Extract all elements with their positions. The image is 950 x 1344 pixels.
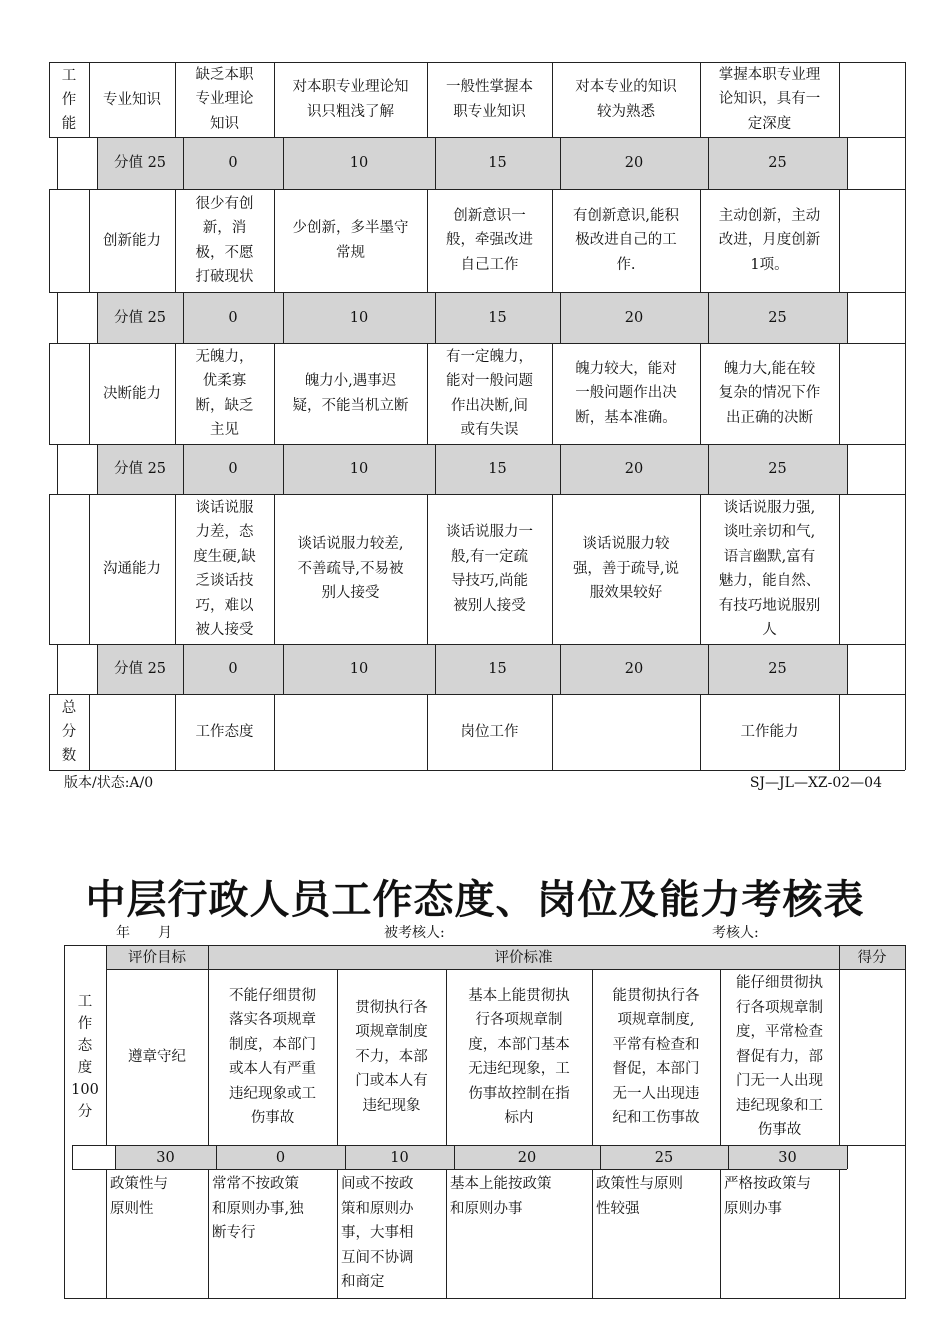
level-description-line: 能对一般问题 [446, 373, 533, 389]
table-col-rule [89, 694, 90, 770]
criterion-name-line: 政策性与 [110, 1176, 168, 1192]
level-description-line: 伤事故 [757, 1122, 802, 1139]
total-ability: 工作能力 [740, 724, 799, 740]
side-label-line: 作 [61, 91, 77, 108]
table-col-rule [905, 444, 906, 494]
version-status: 版本/状态:A/0 [64, 775, 154, 791]
level-description-line: 谈话说服力较 [582, 536, 670, 553]
table-col-rule [847, 137, 848, 189]
table-col-rule [72, 1145, 73, 1169]
header-standard: 评价标准 [494, 949, 553, 966]
table-col-rule [839, 694, 840, 770]
level-description [446, 969, 592, 1145]
total-label [49, 694, 89, 770]
level-description-line: 平常有检查和 [612, 1036, 700, 1053]
level-description-line: 互间不协调 [341, 1249, 414, 1266]
side-label [64, 969, 106, 1145]
table-col-rule [839, 189, 840, 292]
level-description [720, 969, 839, 1145]
level-description-line: 伤事故 [250, 1110, 295, 1126]
level-description-line: 知识 [210, 115, 239, 132]
total-post: 岗位工作 [460, 724, 519, 740]
table-col-rule [274, 694, 275, 770]
level-description-line: 策和原则办 [341, 1200, 414, 1217]
level-description-line: 作. [616, 256, 636, 273]
score-value: 20 [517, 1149, 537, 1166]
level-description-line: 识只粗浅了解 [307, 103, 394, 120]
table-col-rule [57, 137, 58, 189]
level-description [700, 494, 839, 644]
level-description-line: 纪和工伤事故 [612, 1110, 700, 1126]
level-description-line: 常常不按政策 [212, 1176, 299, 1192]
level-description-line: 被别人接受 [453, 597, 526, 614]
table-col-rule [839, 969, 840, 1145]
level-description-line: 少创新，多半墨守 [292, 220, 409, 236]
level-description [427, 189, 552, 292]
level-description-line: 自己工作 [460, 256, 519, 273]
level-description-line: 基本上能贯彻执 [468, 987, 570, 1004]
level-description-line: 主见 [210, 422, 239, 438]
score-value: 0 [275, 1149, 286, 1166]
level-description [337, 969, 446, 1145]
table-col-rule [57, 644, 58, 694]
side-label-line: 分 [77, 1104, 93, 1120]
examiner-label: 考核人: [712, 925, 759, 941]
level-description-line: 和原则办事 [450, 1200, 523, 1217]
score-value: 20 [624, 461, 644, 477]
level-description-line: 谈话说服 [195, 499, 254, 516]
score-value: 0 [228, 661, 238, 677]
level-description-line: 和商定 [341, 1274, 385, 1290]
score-value: 10 [349, 309, 369, 326]
level-description-line: 项规章制度 [355, 1024, 428, 1041]
table-col-rule [839, 494, 840, 644]
score-value: 25 [768, 309, 787, 326]
score-value: 30 [778, 1149, 797, 1166]
level-description-line: 无魄力， [195, 348, 254, 365]
level-description-line: 打破现状 [195, 269, 254, 285]
level-description [700, 343, 839, 444]
score-value: 25 [768, 461, 787, 477]
level-description-line: 项规章制度, [617, 1012, 695, 1028]
level-description [552, 343, 700, 444]
level-description [427, 343, 552, 444]
level-description [337, 1169, 446, 1298]
table-col-rule [905, 644, 906, 694]
level-description [720, 1169, 839, 1298]
score-value: 15 [488, 461, 507, 477]
criterion-name-line: 原则性 [110, 1200, 154, 1217]
criterion-name: 决断能力 [103, 385, 161, 402]
header-score: 得分 [857, 949, 887, 966]
level-description-line: 服效果较好 [589, 585, 663, 602]
table-col-rule [552, 694, 553, 770]
level-description-line: 别人接受 [321, 585, 380, 602]
level-description [552, 62, 700, 137]
level-description-line: 一般性掌握本 [446, 79, 533, 95]
table-col-rule [839, 343, 840, 444]
table-col-rule [905, 189, 906, 292]
total-label-line: 分 [61, 724, 77, 740]
level-description-line: 定深度 [747, 115, 792, 132]
level-description-line: 基本上能按政策 [450, 1176, 552, 1192]
table-col-rule [905, 137, 906, 189]
level-description-line: 落实各项规章 [229, 1012, 316, 1028]
score-value: 25 [768, 661, 787, 677]
criterion-name: 沟通能力 [103, 561, 161, 577]
level-description-line: 极，不愿 [195, 244, 254, 261]
level-description-line: 创新意识一 [453, 207, 526, 224]
score-value: 10 [349, 155, 369, 171]
level-description [592, 969, 720, 1145]
table-col-rule [905, 694, 906, 770]
level-description [446, 1169, 592, 1298]
side-label-line: 能 [61, 115, 77, 132]
level-description-line: 有一定魄力， [446, 348, 533, 365]
level-description-line: 度，本部门基本 [468, 1036, 570, 1053]
score-value: 30 [156, 1149, 175, 1166]
level-description-line: 谈话说服力强, [723, 499, 816, 516]
level-description-line: 般，牵强改进 [446, 232, 533, 249]
score-value: 25 [654, 1149, 674, 1166]
level-description-line: 违纪现象和工 [736, 1097, 823, 1114]
table-col-rule [839, 1169, 840, 1299]
level-description-line: 主动创新，主动 [718, 207, 821, 224]
level-description-line: 对本专业的知识 [575, 79, 677, 95]
level-description-line: 专业理论 [195, 91, 254, 108]
table-col-rule [57, 292, 58, 343]
level-description-line: 乏谈话技 [195, 573, 254, 589]
score-value: 20 [624, 661, 644, 677]
level-description [208, 1169, 337, 1298]
level-description-line: 般,有一定疏 [450, 548, 529, 565]
side-label-line: 态 [77, 1038, 93, 1054]
level-description-line: 谈话说服力一 [446, 524, 533, 540]
level-description [175, 494, 274, 644]
level-description-line: 缺乏本职 [195, 66, 254, 83]
level-description-line: 疑，不能当机立断 [292, 397, 409, 414]
level-description-line: 督促，本部门 [612, 1061, 700, 1077]
score-value: 15 [488, 155, 507, 171]
level-description [700, 62, 839, 137]
score-value: 20 [624, 309, 644, 326]
level-description-line: 作出决断,间 [450, 397, 529, 414]
total-label-line: 数 [61, 748, 77, 764]
level-description-line: 制度，本部门 [229, 1036, 316, 1053]
level-description-line: 度生硬,缺 [193, 548, 256, 565]
level-description-line: 不善疏导,不易被 [297, 560, 404, 577]
level-description [274, 62, 427, 137]
level-description [700, 189, 839, 292]
side-label [49, 189, 89, 292]
score-label: 分值 25 [113, 661, 167, 677]
table-col-rule [905, 343, 906, 444]
level-description-line: 优柔寡 [202, 373, 247, 389]
level-description [274, 494, 427, 644]
level-description-line: 力差，态 [195, 524, 254, 540]
criterion-name: 创新能力 [103, 232, 161, 249]
level-description-line: 贯彻执行各 [355, 999, 428, 1016]
level-description [592, 1169, 720, 1298]
score-value: 0 [228, 461, 238, 477]
level-description-line: 事，大事相 [341, 1225, 414, 1241]
level-description-line: 能贯彻执行各 [612, 987, 700, 1004]
level-description-line: 政策性与原则 [596, 1176, 683, 1192]
score-label: 分值 25 [113, 309, 167, 326]
level-description-line: 导技巧,尚能 [450, 573, 529, 589]
table-col-rule [905, 62, 906, 137]
side-label-line: 100 [71, 1082, 99, 1098]
level-description-line: 魄力大,能在较 [723, 360, 816, 377]
level-description-line: 巧，难以 [195, 597, 254, 614]
level-description-line: 无一人出现违 [612, 1085, 700, 1102]
table-col-rule [905, 292, 906, 343]
score-value: 0 [228, 309, 238, 326]
level-description-line: 复杂的情况下作 [718, 385, 821, 402]
score-value: 25 [768, 155, 787, 171]
level-description-line: 严格按政策与 [724, 1176, 811, 1192]
level-description [427, 494, 552, 644]
level-description-line: 或有失误 [460, 422, 519, 438]
level-description-line: 新，消 [202, 220, 247, 236]
level-description-line: 语言幽默,富有 [723, 548, 816, 565]
level-description-line: 强，善于疏导,说 [572, 560, 680, 577]
level-description-line: 原则办事 [724, 1200, 782, 1217]
score-value: 15 [488, 309, 507, 326]
level-description [175, 343, 274, 444]
score-label: 分值 25 [113, 155, 167, 171]
level-description-line: 出正确的决断 [726, 409, 813, 426]
level-description-line: 无违纪现象，工 [468, 1061, 570, 1077]
table-col-rule [847, 292, 848, 343]
level-description-line: 谈话说服力较差, [297, 536, 404, 553]
level-description [175, 62, 274, 137]
criterion-name: 遵章守纪 [128, 1049, 186, 1065]
score-value: 0 [228, 155, 238, 171]
level-description-line: 论知识，具有一 [718, 91, 821, 108]
criterion-name [106, 1169, 208, 1298]
level-description-line: 门或本人有 [355, 1073, 428, 1090]
side-label-line: 工 [77, 994, 93, 1010]
level-description-line: 性较强 [596, 1200, 640, 1217]
level-description-line: 对本职专业理论知 [292, 79, 409, 95]
table-col-rule [905, 494, 906, 644]
level-description-line: 标内 [504, 1110, 534, 1126]
level-description-line: 违纪现象 [362, 1097, 421, 1114]
level-description-line: 极改进自己的工 [575, 232, 677, 249]
level-description-line: 能仔细贯彻执 [736, 975, 823, 992]
level-description [274, 343, 427, 444]
level-description-line: 断，缺乏 [195, 397, 254, 414]
total-label-line: 总 [61, 700, 77, 716]
level-description-line: 不能仔细贯彻 [229, 987, 316, 1004]
level-description-line: 和原则办事,独 [212, 1200, 304, 1217]
level-description-line: 魅力，能自然、 [718, 573, 821, 589]
level-description-line: 掌握本职专业理 [718, 66, 821, 83]
side-label-line: 度 [77, 1060, 93, 1076]
side-label-line: 工 [61, 67, 77, 84]
level-description [552, 189, 700, 292]
score-value: 10 [390, 1149, 409, 1166]
level-description-line: 不力，本部 [355, 1048, 428, 1065]
level-description-line: 有创新意识,能积 [572, 207, 680, 224]
level-description-line: 行各项规章制 [736, 999, 823, 1016]
level-description-line: 有技巧地说服别 [718, 597, 821, 614]
level-description-line: 断，基本准确。 [575, 409, 677, 426]
side-label [49, 62, 89, 137]
table-col-rule [847, 644, 848, 694]
side-label [49, 343, 89, 444]
level-description [208, 969, 337, 1145]
score-label: 分值 25 [113, 461, 167, 477]
level-description-line: 违纪现象或工 [229, 1085, 316, 1102]
level-description-line: 督促有力，部 [736, 1048, 823, 1065]
level-description-line: 改进，月度创新 [718, 232, 821, 249]
score-value: 10 [349, 661, 369, 677]
header-target: 评价目标 [128, 949, 186, 966]
table-bottom-rule [64, 1298, 905, 1299]
table-col-rule [57, 444, 58, 494]
level-description-line: 被人接受 [195, 622, 254, 638]
table-col-rule [905, 945, 906, 1299]
level-description-line: 断专行 [212, 1225, 256, 1241]
score-value: 20 [624, 155, 644, 171]
level-description [552, 494, 700, 644]
table-col-rule [847, 1145, 848, 1169]
level-description-line: 职专业知识 [453, 103, 526, 120]
level-description-line: 间或不按政 [341, 1176, 414, 1192]
examinee-label: 被考核人: [384, 925, 445, 941]
form-title: 中层行政人员工作态度、岗位及能力考核表 [85, 877, 865, 923]
score-value: 15 [488, 661, 507, 677]
level-description-line: 门无一人出现 [736, 1073, 823, 1090]
level-description-line: 魄力较大，能对 [575, 360, 677, 377]
level-description-line: 较为熟悉 [597, 103, 655, 120]
side-label-line: 作 [77, 1016, 93, 1032]
level-description-line: 一般问题作出决 [575, 385, 677, 402]
total-attitude: 工作态度 [195, 724, 254, 740]
level-description-line: 伤事故控制在指 [468, 1085, 570, 1102]
level-description [427, 62, 552, 137]
year-month-label: 年 月 [116, 925, 172, 941]
level-description [175, 189, 274, 292]
table-col-rule [847, 444, 848, 494]
level-description-line: 1项。 [750, 256, 789, 273]
level-description-line: 人 [762, 622, 777, 638]
level-description-line: 度，平常检查 [736, 1024, 823, 1041]
side-label [49, 494, 89, 644]
table-col-rule [839, 62, 840, 137]
level-description-line: 行各项规章制 [475, 1012, 563, 1028]
level-description-line: 或本人有严重 [229, 1061, 316, 1077]
level-description [274, 189, 427, 292]
criterion-name: 专业知识 [103, 91, 161, 108]
level-description-line: 很少有创 [195, 195, 254, 212]
level-description-line: 常规 [336, 244, 365, 261]
level-description-line: 谈吐亲切和气, [723, 524, 816, 540]
document-code: SJ—JL—XZ-02—04 [749, 775, 882, 791]
level-description-line: 魄力小,遇事迟 [304, 373, 397, 389]
score-value: 10 [349, 461, 369, 477]
